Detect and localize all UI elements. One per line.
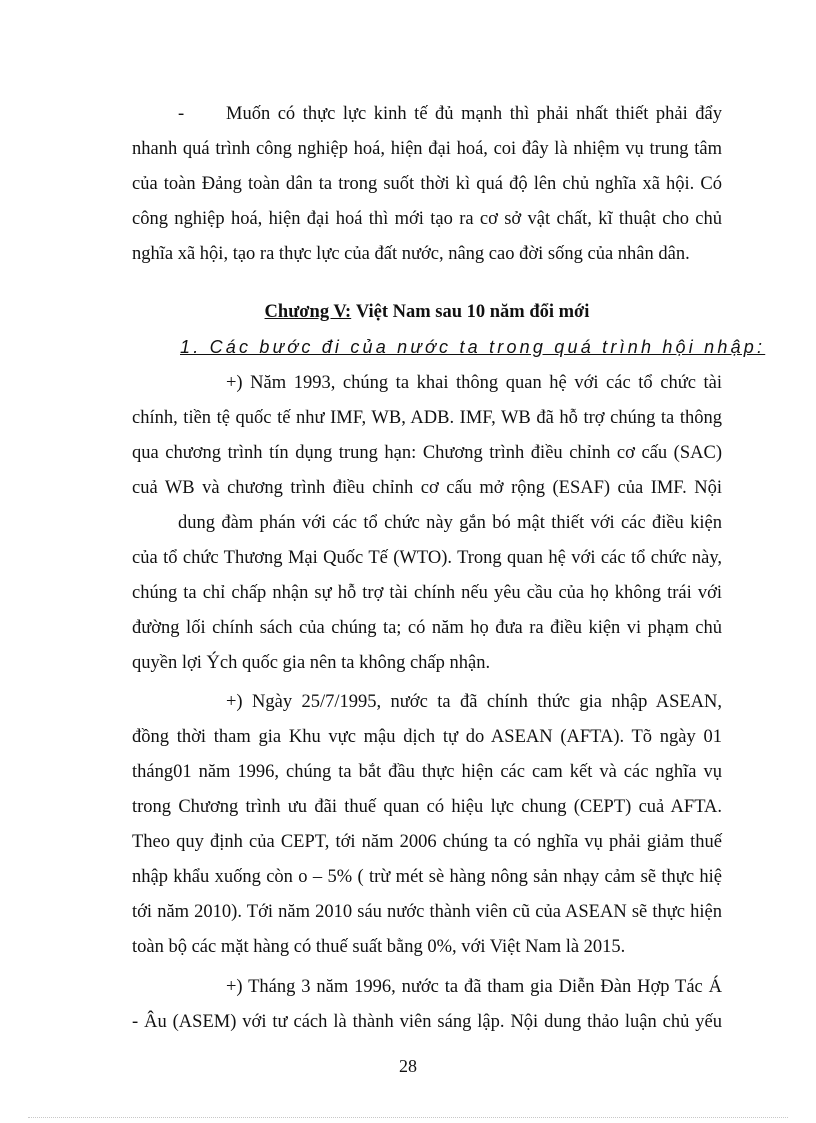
para1-line-1: +) Năm 1993, chúng ta khai thông quan hệ với các tổ chức tài [226, 373, 722, 393]
para1-line-8: đường lối chính sách của chúng ta; có năm họ đưa ra điều kiện vi phạm chủ [132, 618, 722, 638]
para1-line-4: cuả WB và chương trình điều chỉnh cơ cấu mở rộng (ESAF) của IMF. Nội [132, 478, 722, 498]
para1-line-9: quyền lợi Ých quốc gia nên ta không chấp nhận. [132, 653, 491, 673]
para3-line-1: +) Tháng 3 năm 1996, nước ta đã tham gia Diễn Đàn Hợp Tác Á [226, 977, 722, 997]
para2-line-1: +) Ngày 25/7/1995, nước ta đã chính thức gia nhập ASEAN, [226, 692, 722, 712]
page-number: 28 [399, 1056, 417, 1076]
para2-line-3: tháng01 năm 1996, chúng ta bắt đầu thực hiện các cam kết và các nghĩa vụ [132, 762, 722, 782]
page-bottom-border [28, 1117, 788, 1118]
intro-bullet: - [178, 104, 185, 124]
chapter-title: Việt Nam sau 10 năm đổi mới [355, 302, 590, 322]
para1-line-7: chúng ta chỉ chấp nhận sự hỗ trợ tài chính nếu yêu cầu của họ không trái với [132, 583, 722, 603]
para2-line-2: đồng thời tham gia Khu vực mậu dịch tự do ASEAN (AFTA). Tõ ngày 01 [132, 727, 722, 747]
para2-line-4: trong Chương trình ưu đãi thuế quan có hiệu lực chung (CEPT) cuả AFTA. [132, 797, 722, 817]
para2-line-5: Theo quy định của CEPT, tới năm 2006 chúng ta có nghĩa vụ phải giảm thuế [132, 832, 722, 852]
para1-line-5: dung đàm phán với các tổ chức này gắn bó mật thiết với các điều kiện [178, 513, 722, 533]
para3-line-2: - Âu (ASEM) với tư cách là thành viên sáng lập. Nội dung thảo luận chủ yếu [132, 1012, 722, 1032]
para1-line-6: của tổ chức Thương Mại Quốc Tế (WTO). Trong quan hệ với các tổ chức này, [132, 548, 722, 568]
chapter-heading [132, 298, 722, 326]
intro-line-2: nhanh quá trình công nghiệp hoá, hiện đại hoá, coi đây là nhiệm vụ trung tâm [132, 139, 722, 159]
para2-line-8: toàn bộ các mặt hàng có thuế suất bằng 0%, với Việt Nam là 2015. [132, 937, 626, 957]
intro-line-5: nghĩa xã hội, tạo ra thực lực của đất nước, nâng cao đời sống của nhân dân. [132, 244, 690, 264]
chapter-label: Chương V: [264, 302, 352, 322]
para1-line-3: qua chương trình tín dụng trung hạn: Chương trình điều chỉnh cơ cấu (SAC) [132, 443, 722, 463]
intro-line-4: công nghiệp hoá, hiện đại hoá thì mới tạo ra cơ sở vật chất, kĩ thuật cho chủ [132, 209, 722, 229]
para1-line-2: chính, tiền tệ quốc tế như IMF, WB, ADB. IMF, WB đã hỗ trợ chúng ta thông [132, 408, 722, 428]
para2-line-6: nhập khẩu xuống còn o – 5% ( trừ mét sè hàng nông sản nhạy cảm sẽ thực hiệ [132, 867, 722, 887]
intro-line-1: Muốn có thực lực kinh tế đủ mạnh thì phải nhất thiết phải đẩy [226, 104, 722, 124]
section-heading: 1. Các bước đi của nước ta trong quá trình hội nhập: [180, 337, 766, 357]
para2-line-7: tới năm 2010). Tới năm 2010 sáu nước thành viên cũ của ASEAN sẽ thực hiện [132, 902, 722, 922]
intro-line-3: của toàn Đảng toàn dân ta trong suốt thời kì quá độ lên chủ nghĩa xã hội. Có [132, 174, 722, 194]
